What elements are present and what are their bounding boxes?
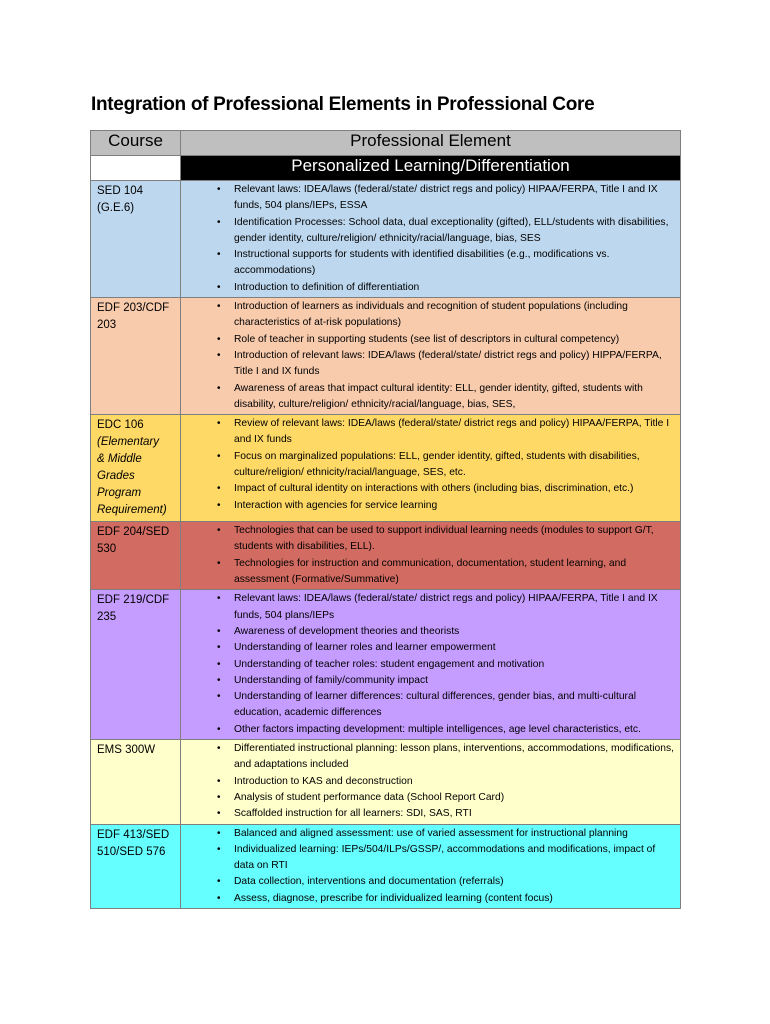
professional-elements-table [90, 130, 681, 909]
list-item-text: • Awareness of areas that impact cultural identity: ELL, gender identity, gifted, students with disability, culture/religion/ ethnicity/racial/language, bias, SES, [234, 382, 643, 410]
course-code-line: (Elementary [97, 436, 159, 449]
table-row [91, 740, 681, 824]
list-item [181, 556, 674, 589]
element-list [181, 741, 674, 822]
list-item-text: • Understanding of learner roles and learner empowerment [234, 642, 496, 654]
course-code-line: EDF 203/CDF [97, 302, 170, 315]
list-item-text: • Technologies for instruction and communication, documentation, student learning, and assessment (Formative/Summative) [234, 557, 627, 586]
course-code-line: EDC 106 [97, 419, 144, 432]
list-item [181, 498, 674, 514]
list-item-text: • Role of teacher in supporting students (see list of descriptors in cultural competency) [234, 333, 620, 345]
list-item [181, 689, 674, 722]
list-item [181, 299, 674, 332]
list-item-text: • Scaffolded instruction for all learners: SDI, SAS, RTI [234, 808, 472, 820]
course-cell [91, 181, 181, 298]
course-code-line: Grades [97, 470, 135, 483]
table-row [91, 415, 681, 522]
list-item [181, 624, 674, 640]
page-title: Integration of Professional Elements in Professional Core [91, 94, 595, 115]
list-item-text: • Interaction with agencies for service learning [234, 499, 438, 511]
course-code-line: SED 104 [97, 185, 144, 197]
list-item-text: • Individualized learning: IEPs/504/ILPs/GSSP/, accommodations and modifications, impact of data on RTI [234, 843, 656, 872]
list-item-text: • Balanced and aligned assessment: use of varied assessment for instructional planning [234, 827, 628, 839]
course-cell [91, 522, 181, 590]
list-item-text: • Introduction to KAS and deconstruction [234, 775, 413, 787]
list-item-text: • Analysis of student performance data (School Report Card) [234, 791, 505, 803]
list-item-text: • Understanding of teacher roles: student engagement and motivation [234, 658, 545, 670]
list-item [181, 673, 674, 689]
section-header-row [91, 156, 681, 181]
list-item-text: • Relevant laws: IDEA/laws (federal/state/ district regs and policy) HIPAA/FERPA, Title I and IX funds, 504 plans/IEPs [234, 593, 658, 621]
course-code-line: (G.E.6) [97, 202, 135, 214]
list-item [181, 741, 674, 774]
element-list [181, 182, 674, 296]
course-code-line: 235 [97, 611, 117, 624]
list-item-text: • Introduction to definition of differentiation [234, 281, 420, 293]
list-item [181, 523, 674, 556]
list-item [181, 247, 674, 280]
table-row [91, 522, 681, 590]
list-item [181, 891, 674, 907]
element-list [181, 523, 674, 588]
list-item-text: • Identification Processes: School data, dual exceptionality (gifted), ELL/students with disabilities, gender identity, culture/religion/ ethnicity/racial/language, bias, SES [234, 216, 669, 244]
list-item-text: • Review of relevant laws: IDEA/laws (federal/state/ district regs and policy) HIPAA/FERPA, Title I and IX funds [234, 418, 670, 446]
table-body [91, 181, 681, 909]
list-item-text: • Focus on marginalized populations: ELL, gender identity, gifted, students with disabilities, culture/religion/ ethnicity/racial/language, SES, etc. [234, 450, 640, 479]
professional-element-cell [181, 181, 681, 298]
list-item [181, 280, 674, 296]
list-item [181, 640, 674, 656]
list-item-text: • Relevant laws: IDEA/laws (federal/state/ district regs and policy) HIPAA/FERPA, Title I and IX funds, 504 plans/IEPs, ESSA [234, 184, 658, 212]
course-code-line: EMS 300W [97, 744, 156, 757]
element-list [181, 591, 674, 738]
list-item-text: • Instructional supports for students with identified disabilities (e.g., modifications vs. accommodations) [234, 249, 610, 277]
list-item-text: • Technologies that can be used to support individual learning needs (modules to support G/T, students with disabilities, ELL). [234, 525, 654, 553]
list-item [181, 381, 674, 414]
list-item-text: • Introduction of learners as individuals and recognition of student populations (including characteristics of at-risk populations) [234, 301, 628, 329]
list-item-text: • Awareness of development theories and theorists [234, 625, 460, 637]
list-item [181, 790, 674, 806]
element-column-header: Professional Element [181, 131, 681, 156]
course-cell [91, 824, 181, 908]
course-cell [91, 740, 181, 824]
professional-element-cell [181, 824, 681, 908]
list-item [181, 874, 674, 890]
table-row [91, 824, 681, 908]
professional-element-cell [181, 522, 681, 590]
table-row [91, 181, 681, 298]
element-list [181, 826, 674, 907]
list-item [181, 657, 674, 673]
course-code-line: EDF 204/SED [97, 526, 170, 539]
list-item-text: • Understanding of learner differences: cultural differences, gender bias, and multi-cultural education, academic differences [234, 691, 636, 719]
list-item-text: • Other factors impacting development: multiple intelligences, age level characteristics, etc. [234, 723, 641, 735]
section-header: Personalized Learning/Differentiation [181, 156, 681, 181]
course-code-line: & Middle [97, 453, 142, 466]
course-column-header: Course [91, 131, 181, 156]
list-item [181, 591, 674, 624]
list-item [181, 182, 674, 215]
list-item [181, 215, 674, 248]
course-code-line: 510/SED 576 [97, 845, 166, 858]
course-code-line: EDF 219/CDF [97, 594, 170, 607]
list-item [181, 842, 674, 875]
section-spacer [91, 156, 181, 181]
element-list [181, 416, 674, 514]
table-row [91, 590, 681, 740]
course-code-line: EDF 413/SED [97, 828, 170, 841]
course-cell [91, 590, 181, 740]
course-code-line: Requirement) [97, 504, 167, 517]
list-item [181, 806, 674, 822]
element-list [181, 299, 674, 413]
professional-element-cell [181, 590, 681, 740]
course-code-line: Program [97, 487, 142, 500]
list-item [181, 332, 674, 348]
professional-element-cell [181, 415, 681, 522]
course-cell [91, 415, 181, 522]
list-item-text: • Understanding of family/community impact [234, 674, 429, 686]
table-row [91, 298, 681, 415]
professional-element-cell [181, 298, 681, 415]
list-item [181, 826, 674, 842]
list-item [181, 481, 674, 497]
course-code-line: 530 [97, 543, 117, 556]
list-item-text: • Impact of cultural identity on interactions with others (including bias, discrimination, etc.) [234, 483, 634, 495]
list-item-text: • Data collection, interventions and documentation (referrals) [234, 876, 504, 888]
table-header-row [91, 131, 681, 156]
list-item-text: • Differentiated instructional planning: lesson plans, interventions, accommodations, modifications, and adaptations included [234, 743, 674, 771]
professional-element-cell [181, 740, 681, 824]
course-code-line: 203 [97, 319, 117, 332]
list-item [181, 416, 674, 449]
course-cell [91, 298, 181, 415]
list-item [181, 722, 674, 738]
list-item-text: • Introduction of relevant laws: IDEA/laws (federal/state/ district regs and policy) HIPPA/FERPA, Title I and IX funds [234, 349, 662, 378]
list-item-text: • Assess, diagnose, prescribe for individualized learning (content focus) [234, 892, 553, 904]
list-item [181, 774, 674, 790]
list-item [181, 348, 674, 381]
list-item [181, 449, 674, 482]
